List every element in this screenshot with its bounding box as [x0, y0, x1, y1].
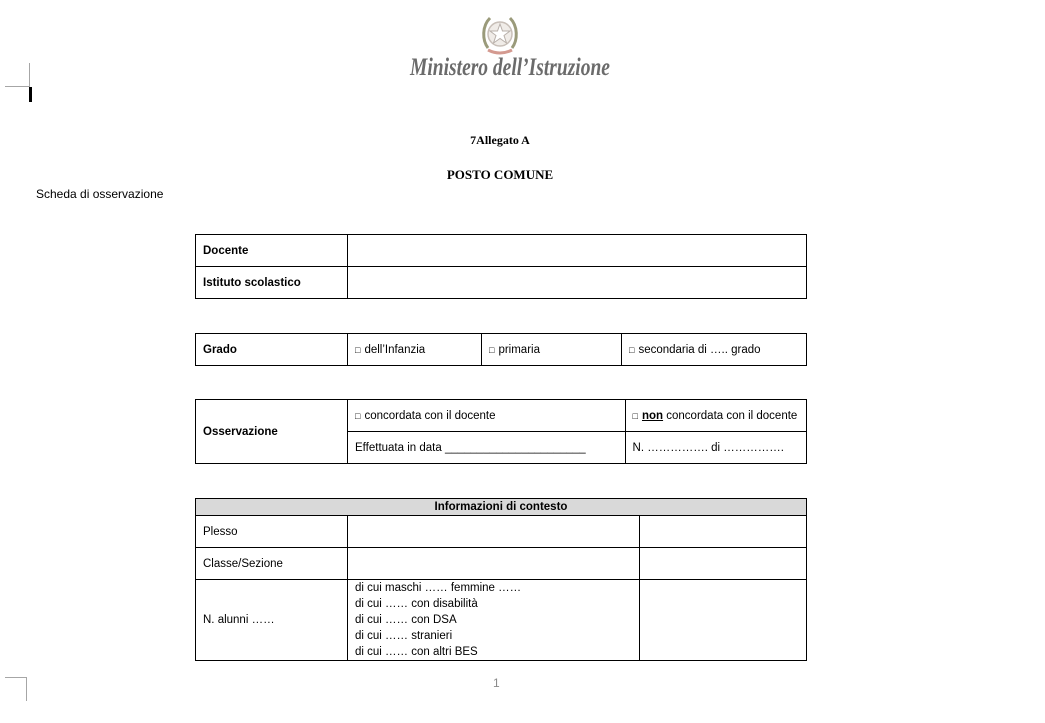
- page-number: 1: [493, 676, 500, 690]
- option-label: primaria: [498, 343, 540, 356]
- crop-mark-top-left-horizontal: [5, 86, 29, 87]
- alunni-label: N. alunni ……: [196, 580, 348, 661]
- alunni-details[interactable]: [348, 580, 640, 661]
- contesto-header: Informazioni di contesto: [196, 499, 807, 516]
- option-label: concordata con il docente: [663, 409, 798, 422]
- osservazione-table: [195, 399, 807, 464]
- classe-label: Classe/Sezione: [196, 548, 348, 580]
- table-header-row: [196, 499, 807, 516]
- alunni-detail-line: di cui maschi …… femmine ……: [355, 582, 522, 594]
- table-row: [196, 235, 807, 267]
- istituto-label: Istituto scolastico: [196, 267, 348, 299]
- grado-label: Grado: [196, 334, 348, 366]
- alunni-detail-line: di cui …… con DSA: [355, 614, 457, 626]
- option-concordata[interactable]: [348, 400, 626, 432]
- docente-label: Docente: [196, 235, 348, 267]
- document-subtitle: Scheda di osservazione: [36, 187, 164, 201]
- classe-field[interactable]: [348, 548, 640, 580]
- crop-mark-bottom-left-vertical: [26, 677, 27, 701]
- contesto-table: [195, 498, 807, 661]
- text-cursor: [29, 87, 32, 102]
- non-emphasis: non: [641, 409, 664, 422]
- crop-mark-top-left-vertical: [29, 63, 30, 87]
- option-label: secondaria di ….. grado: [638, 343, 761, 356]
- numero-field[interactable]: N. ……………. di …………….: [625, 432, 806, 464]
- istituto-value-field[interactable]: [348, 267, 807, 299]
- osservazione-label: Osservazione: [196, 400, 348, 464]
- alunni-detail-line: di cui …… con disabilità: [355, 598, 478, 610]
- checkbox-icon[interactable]: □: [355, 344, 361, 355]
- effettuata-label: Effettuata in data: [355, 441, 442, 454]
- alunni-detail-line: di cui …… con altri BES: [355, 646, 478, 658]
- table-row: [196, 400, 807, 432]
- date-blank[interactable]: ______________________: [444, 441, 586, 454]
- option-label: concordata con il docente: [364, 409, 496, 422]
- alunni-detail-line: di cui …… stranieri: [355, 630, 453, 642]
- grado-option-secondaria[interactable]: [622, 334, 807, 366]
- table-row: [196, 267, 807, 299]
- effettuata-field[interactable]: [348, 432, 626, 464]
- checkbox-icon[interactable]: □: [629, 344, 635, 355]
- classe-extra-field[interactable]: [640, 548, 807, 580]
- option-non-concordata[interactable]: [625, 400, 806, 432]
- table-row: [196, 580, 807, 661]
- docente-value-field[interactable]: [348, 235, 807, 267]
- grado-option-infanzia[interactable]: [348, 334, 482, 366]
- crop-mark-bottom-left-horizontal: [5, 677, 27, 678]
- table-row: [196, 516, 807, 548]
- checkbox-icon[interactable]: □: [632, 410, 638, 421]
- emblem-icon: [480, 12, 520, 56]
- alunni-extra-field[interactable]: [640, 580, 807, 661]
- grado-option-primaria[interactable]: [482, 334, 622, 366]
- table-row: [196, 548, 807, 580]
- plesso-extra-field[interactable]: [640, 516, 807, 548]
- grado-table: [195, 333, 807, 366]
- allegato-heading: 7Allegato A: [470, 133, 530, 147]
- document-title: POSTO COMUNE: [446, 167, 554, 182]
- option-label: dell’Infanzia: [364, 343, 426, 356]
- plesso-field[interactable]: [348, 516, 640, 548]
- checkbox-icon[interactable]: □: [355, 410, 361, 421]
- plesso-label: Plesso: [196, 516, 348, 548]
- table-row: [196, 334, 807, 366]
- checkbox-icon[interactable]: □: [489, 344, 495, 355]
- ministry-logo-text: Ministero dell’Istruzione: [410, 54, 610, 81]
- teacher-table: [195, 234, 807, 299]
